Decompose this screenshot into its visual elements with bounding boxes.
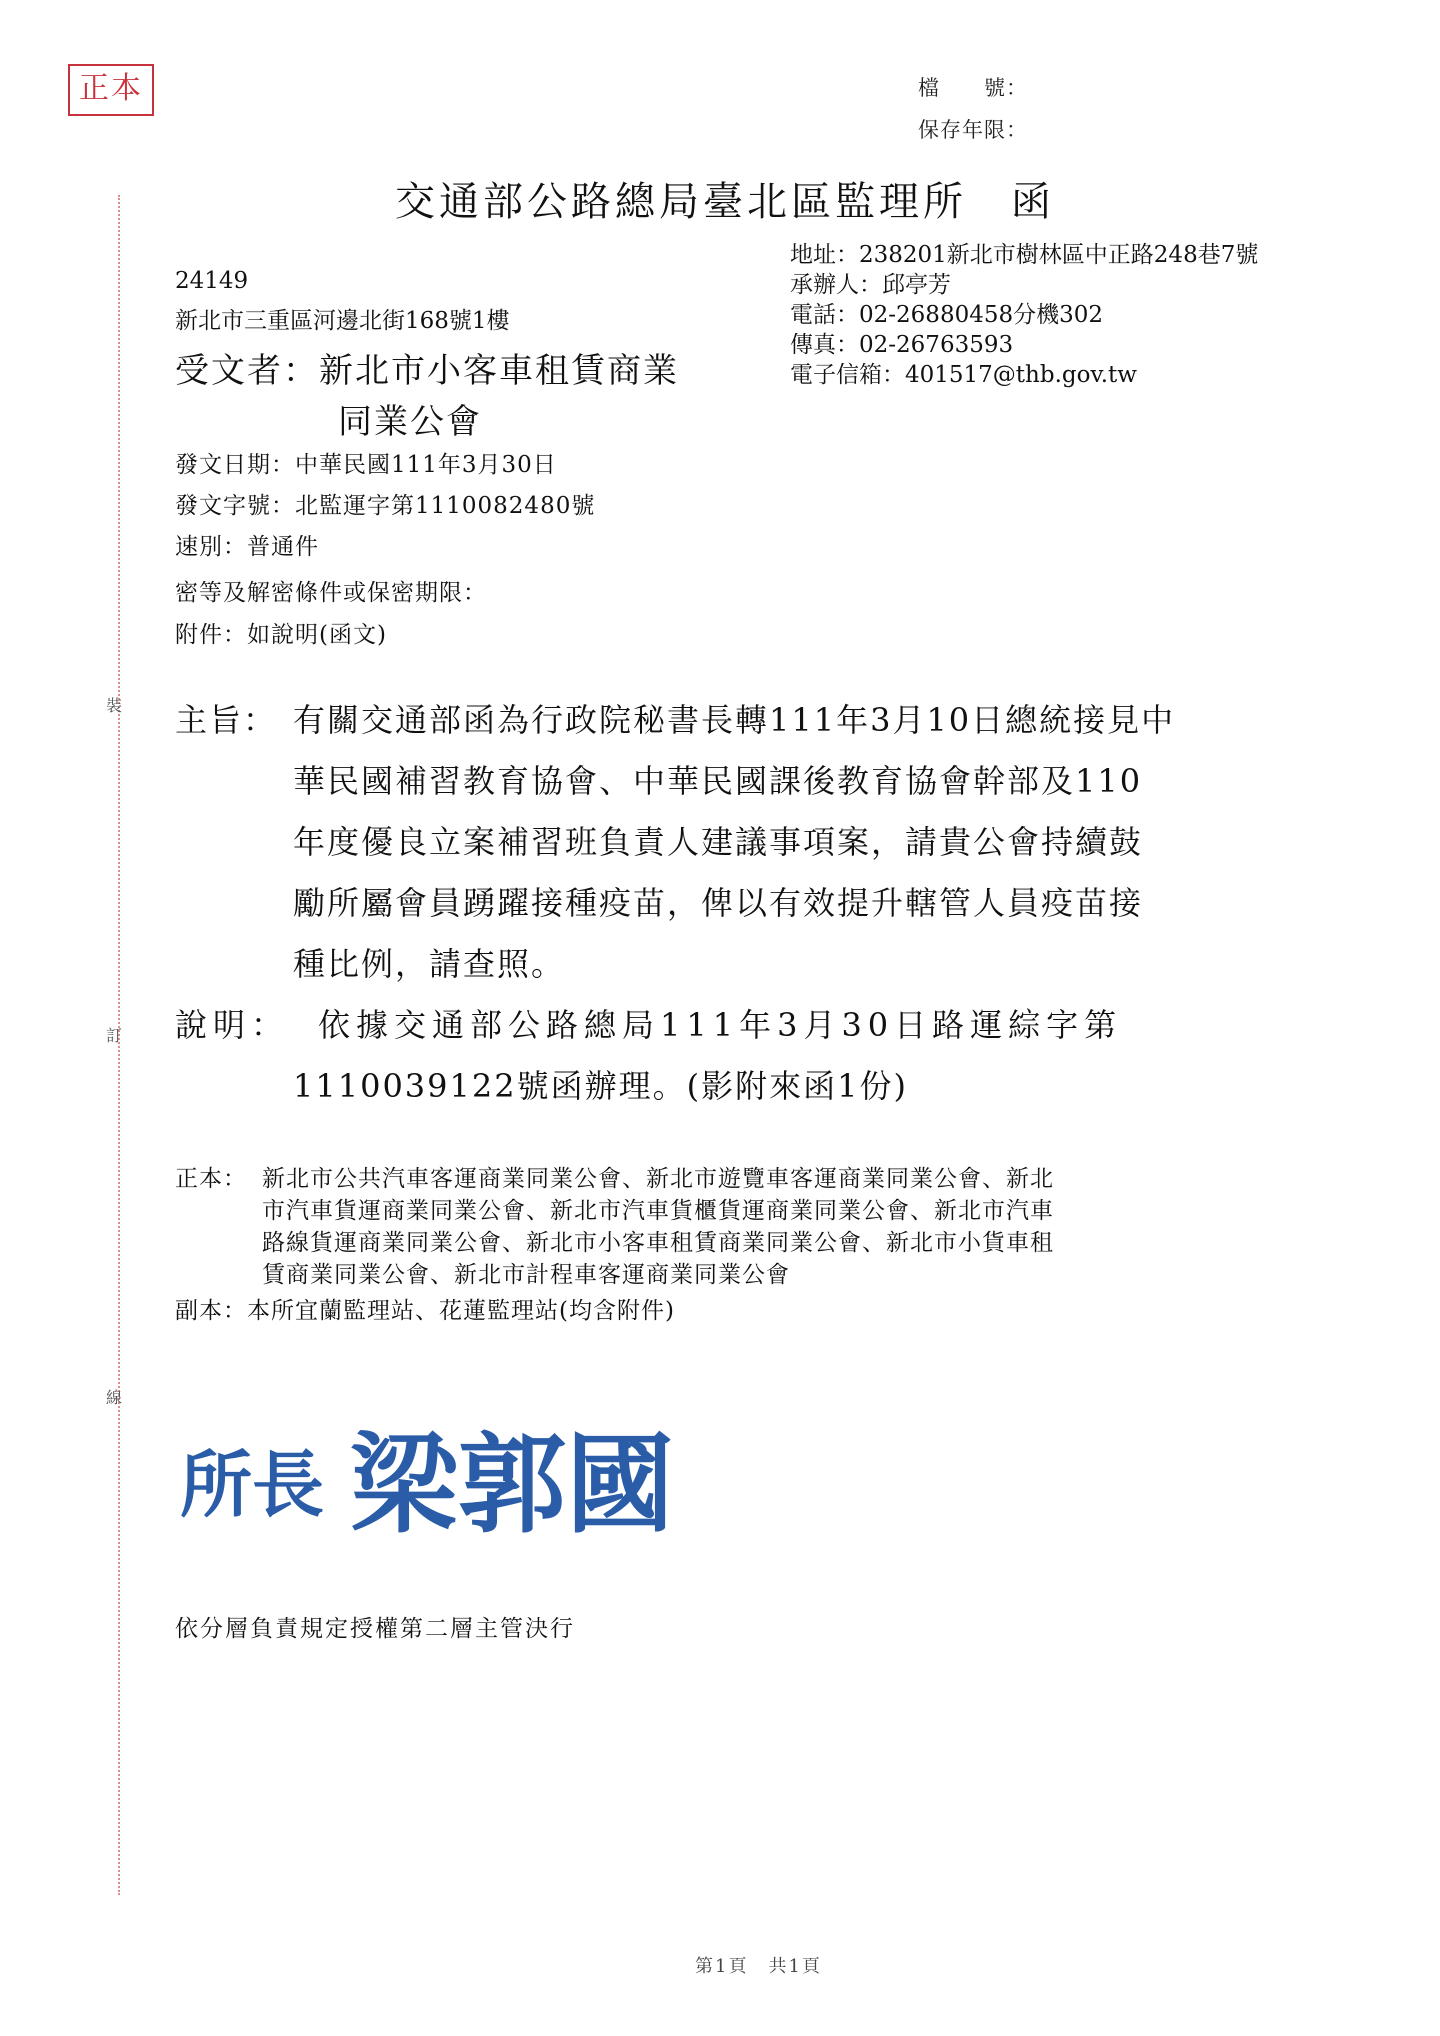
original-copy-stamp: 正本 xyxy=(68,64,154,116)
original-recipients-label: 正本： xyxy=(175,1166,247,1192)
original-recipients-line: 新北市公共汽車客運商業同業公會、新北市遊覽車客運商業同業公會、新北 xyxy=(262,1166,1054,1192)
binding-mark: 裝 xyxy=(106,696,123,715)
retention-period-label: 保存年限： xyxy=(918,118,1028,142)
sender-handler: 承辦人：邱亭芳 xyxy=(790,272,951,298)
description-label: 說明： xyxy=(175,1006,290,1044)
file-number-label: 檔 號： xyxy=(918,76,1028,100)
director-signature-seal xyxy=(180,1400,740,1550)
signature-name: 梁郭國 xyxy=(350,1422,675,1548)
recipient-name: 受文者：新北市小客車租賃商業 xyxy=(175,351,679,391)
description-line: 依據交通部公路總局111年3月30日路運綜字第 xyxy=(318,1006,1123,1044)
document-title: 交通部公路總局臺北區監理所 函 xyxy=(395,179,1055,225)
sender-fax: 傳真：02-26763593 xyxy=(790,332,1014,358)
subject-label: 主旨： xyxy=(175,701,278,739)
subject-line: 華民國補習教育協會、中華民國課後教育協會幹部及110 xyxy=(293,762,1143,800)
delegation-note: 依分層負責規定授權第二層主管決行 xyxy=(175,1616,575,1642)
description-line: 1110039122號函辦理。(影附來函1份) xyxy=(293,1067,908,1105)
signature-title: 所長 xyxy=(180,1442,325,1527)
binding-mark: 訂 xyxy=(106,1026,123,1045)
issue-number: 發文字號：北監運字第1110082480號 xyxy=(175,493,596,519)
speed-class: 速別：普通件 xyxy=(175,534,319,560)
binding-mark: 線 xyxy=(106,1388,123,1407)
page-number: 第1頁 共1頁 xyxy=(695,1956,822,1977)
sender-address: 地址：238201新北市樹林區中正路248巷7號 xyxy=(790,242,1259,268)
subject-line: 勵所屬會員踴躍接種疫苗，俾以有效提升轄管人員疫苗接 xyxy=(293,884,1144,922)
subject-line: 有關交通部函為行政院秘書長轉111年3月10日總統接見中 xyxy=(293,701,1176,739)
sender-email: 電子信箱：401517@thb.gov.tw xyxy=(790,362,1137,388)
subject-line: 年度優良立案補習班負責人建議事項案，請貴公會持續鼓 xyxy=(293,823,1144,861)
secrecy-condition: 密等及解密條件或保密期限： xyxy=(175,580,487,606)
sender-phone: 電話：02-26880458分機302 xyxy=(790,302,1104,328)
original-recipients-line: 路線貨運商業同業公會、新北市小客車租賃商業同業公會、新北市小貨車租 xyxy=(262,1230,1054,1256)
attachment: 附件：如說明(函文) xyxy=(175,622,387,648)
issue-date: 發文日期：中華民國111年3月30日 xyxy=(175,452,557,478)
recipient-address: 新北市三重區河邊北街168號1樓 xyxy=(175,308,510,334)
subject-line: 種比例，請查照。 xyxy=(293,945,566,983)
recipient-name-cont: 同業公會 xyxy=(338,402,482,442)
recipient-postcode: 24149 xyxy=(175,268,249,294)
original-recipients-line: 賃商業同業公會、新北市計程車客運商業同業公會 xyxy=(262,1262,790,1288)
copy-recipients: 副本：本所宜蘭監理站、花蓮監理站(均含附件) xyxy=(175,1298,675,1324)
original-recipients-line: 市汽車貨運商業同業公會、新北市汽車貨櫃貨運商業同業公會、新北市汽車 xyxy=(262,1198,1054,1224)
